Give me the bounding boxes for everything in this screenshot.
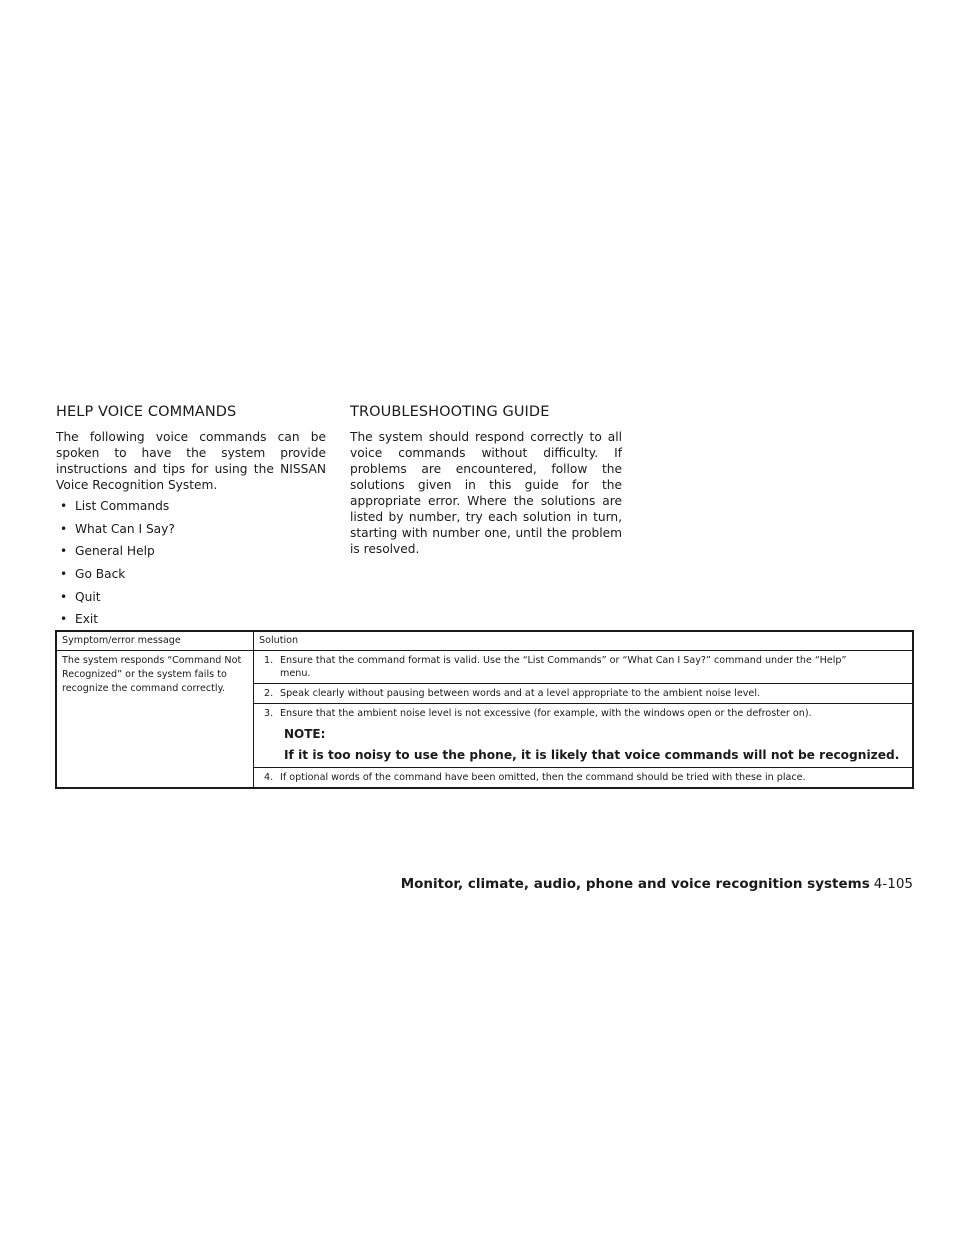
note-text: If it is too noisy to use the phone, it is likely that voice commands will not be recognized. — [284, 748, 900, 762]
troubleshooting-table — [55, 630, 914, 789]
table-header-row — [56, 631, 913, 651]
bullet-icon: • — [60, 544, 68, 559]
list-item: • General Help — [60, 544, 155, 559]
solution-cell-1: 1. Ensure that the command format is valid. Use the “List Commands” or “What Can I Say?” command under the “Help” menu. — [254, 651, 914, 684]
help-intro: The following voice commands can be spoken to have the system provide instructions and tips for using the NISSAN Voice Recognition System. — [56, 430, 326, 492]
symptom-cell: The system responds “Command Not Recognized” or the system fails to recognize the command correctly. — [56, 651, 254, 789]
troubleshooting-section — [350, 404, 622, 557]
bullet-icon: • — [60, 612, 68, 627]
page-number: 4-105 — [873, 876, 913, 892]
troubleshooting-intro: The system should respond correctly to all voice commands without difficulty. If problems are encountered, follow the solutions given in this guide for the appropriate error. Where the solutions are listed by number, try each solution in turn, starting with number one, until the problem is resolved. — [350, 430, 622, 556]
solution-cell-3: 3. Ensure that the ambient noise level is not excessive (for example, with the windows open or the defroster on). NOTE: If it is too noisy to use the phone, it is likely that voice commands will not be recognized. — [254, 704, 914, 768]
bullet-icon: • — [60, 521, 68, 536]
table-row — [56, 651, 913, 684]
bullet-icon: • — [60, 589, 68, 604]
list-item: • Quit — [60, 589, 101, 604]
help-command-list — [56, 498, 326, 627]
list-item: • Go Back — [60, 567, 126, 582]
list-item: • Exit — [60, 612, 99, 627]
bullet-icon: • — [60, 567, 68, 582]
header-symptom: Symptom/error message — [56, 631, 254, 651]
help-heading: HELP VOICE COMMANDS — [56, 404, 237, 420]
chapter-title: Monitor, climate, audio, phone and voice recognition systems — [400, 876, 870, 892]
help-voice-commands-section — [56, 404, 326, 634]
solution-cell-2: 2. Speak clearly without pausing between words and at a level appropriate to the ambient noise level. — [254, 684, 914, 704]
list-item: • List Commands — [60, 499, 170, 513]
list-item: • What Can I Say? — [60, 521, 175, 536]
note-label: NOTE: — [284, 727, 326, 741]
solution-cell-4: 4. If optional words of the command have been omitted, then the command should be tried with these in place. — [254, 768, 914, 789]
header-solution: Solution — [254, 631, 914, 651]
troubleshooting-heading: TROUBLESHOOTING GUIDE — [350, 404, 550, 420]
page-footer — [401, 876, 913, 892]
bullet-icon: • — [60, 499, 68, 513]
